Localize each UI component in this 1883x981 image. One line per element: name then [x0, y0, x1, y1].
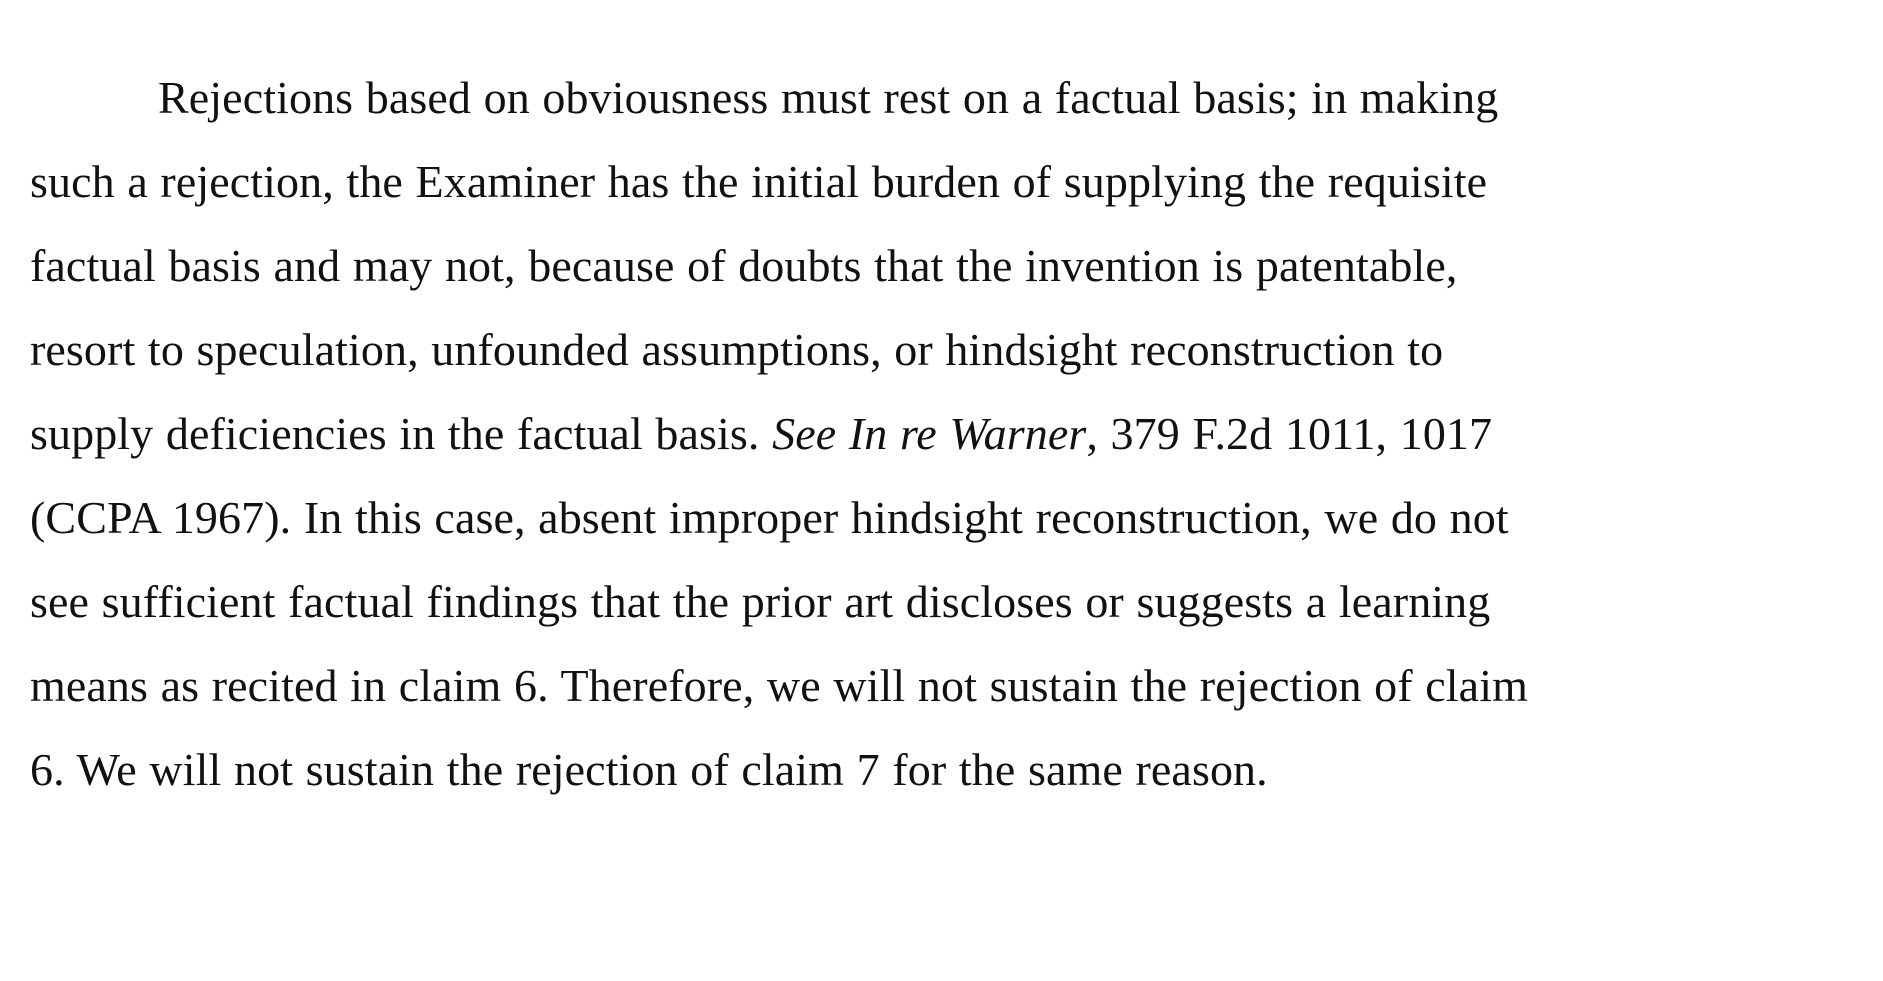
decision-paragraph	[0, 56, 1883, 812]
paragraph-spacer	[760, 408, 773, 459]
case-citation-italic: See In re Warner	[772, 408, 1087, 459]
paragraph-segment-two: , 379 F.2d 1011, 1017 (CCPA 1967). In this case, absent improper hindsight reconstruction, we do not see sufficient factual findings that the prior art discloses or suggests a learning means as recited in claim 6. Therefore, we will not sustain the rejection of claim 6. We will not sustain the rejection of claim 7 for the same reason.	[30, 408, 1528, 795]
paragraph-segment-one: Rejections based on obviousness must rest on a factual basis; in making such a rejection, the Examiner has the initial burden of supplying the requisite factual basis and may not, because of doubts that the invention is patentable, resort to speculation, unfounded assumptions, or hindsight reconstruction to supply deficiencies in the factual basis.	[30, 72, 1499, 459]
